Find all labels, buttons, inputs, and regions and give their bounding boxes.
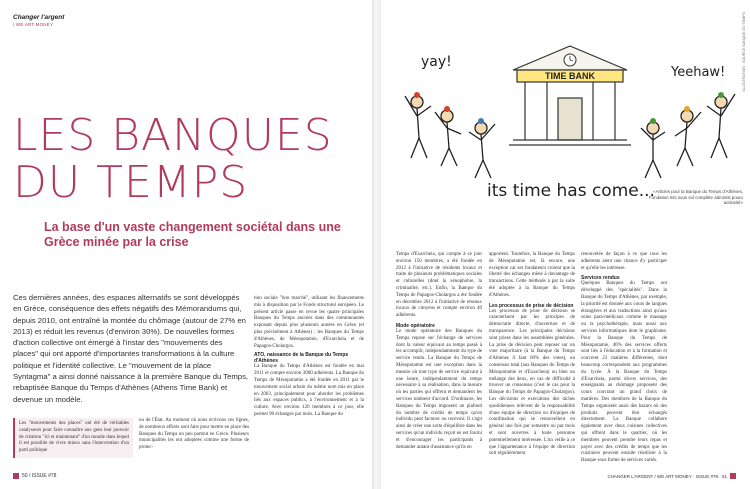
page-folio-left bbox=[13, 473, 56, 479]
bottom-column-3 bbox=[255, 418, 365, 458]
body-paragraph: La Banque du Temps d'Athènes est fondée en mai 2011 et compte environ 3000 adhérents. La Banque du Temps de Mésopotamie a été fondée en 2011 par le mouvement social urbain du même nom mis en place en 2003, principalement pour aborder les problèmes liés aux espaces publics, à l'environnement et à la culture. Avec environ 120 membres à ce jour, elle permet 90 échanges par mois. La Banque du bbox=[254, 364, 364, 417]
title-line-1: LES BANQUES bbox=[13, 110, 333, 161]
section-heading: ATO, naissance de la Banque du Temps d'Athènes bbox=[254, 352, 349, 365]
folio-marker-icon bbox=[13, 473, 19, 479]
article-intro: Ces dernières années, des espaces alternatifs se sont développés en Grèce, conséquence des effets négatifs des Mémorandums qui, depuis 2010, ont entraîné la montée du chômage (autour de 27% en 2013) et réduit les revenus (d'environ 30%). De nouvelles formes d'action collective ont émergé à l'instar des "mouvements des places" qui ont apporté d'importantes transformations à la culture politique et l'identité collective. Le "mouvement de la place Syntagma" a ainsi donné naissance à la première Banque du Temps, rebaptisée Banque du Temps d'Athènes (Athens Time Bank) et devenue un modèle. bbox=[13, 293, 249, 404]
left-body-column bbox=[254, 296, 364, 419]
body-paragraph: Les processus de prise de décision se caractérisent par les principes de démocratie directe, d'ouverture et de transparence. Les principales décisions sont prises dans les assemblées générales. La prise de décision peut reposer sur un vote majoritaire (à la Banque du Temps d'Athènes il faut 60% des votes), un consensus total (aux Banques du Temps de Mésopotamie et d'Exarcheia) ou bien un mélange des deux, en cas de difficulté à trouver un consensus (c'est le cas pour la Banque du Temps de Papagos-Cholargos). Les décisions et exécutions des tâches quotidiennes relèvent de la responsabilité d'une équipe de direction ou d'équipes de coordination qui se renouvellent en général une fois par semestre ou par mois et sont ouvertes à toute personne potentiellement intéressée. L'un veille à ce que l'appartenance à l'équipe de direction soit régulièrement bbox=[489, 308, 575, 457]
title-line-2: DU TEMPS bbox=[13, 157, 249, 208]
illus-slogan-text: its time has come... bbox=[487, 181, 655, 201]
body-paragraph: ou de l'État. Au moment où nous écrivons ces lignes, de nombreux efforts sont faits pour mettre en place des Banques du Temps un peu partout en Grèce. Plusieurs municipalités les ont adoptées comme une forme de protec- bbox=[139, 418, 250, 451]
clock-icon bbox=[564, 54, 576, 66]
section-subrubric: / WE ART MONEY bbox=[13, 22, 54, 27]
time-bank-illustration bbox=[395, 36, 741, 206]
folio-text: CHANGER L'ARGENT / WE ART MONEY · ISSUE #78 · 51 bbox=[607, 473, 727, 479]
article-subtitle: La base d'un vaste changement sociétal dans une Grèce minée par la crise bbox=[44, 220, 341, 249]
body-paragraph: renouvelée de façon à ce que tous les adhérents aient une chance d'y participer et qu'elle les intéresse. bbox=[581, 252, 667, 271]
folio-marker-icon bbox=[730, 473, 736, 479]
illustration-caption: «Articles pour la Banque du Temps d'Athènes, Fondation mis sous sol complète administ pouro actisivité» bbox=[649, 189, 743, 206]
illus-yay-text: yay! bbox=[421, 54, 452, 70]
body-paragraph: tion sociale "bon marché", utilisant les financements mis à disposition par le Fonds structurel européen. Le présent article passe en revue les quatre principales Banques du Temps ancrées dans des communautés exposant depuis plus plusieurs années en Grèce (et plus précisément à Athènes) : les Banques du Temps d'Athènes, de Mésopotamie, d'Exarcheia et de Papagos-Cholargos. bbox=[254, 296, 364, 349]
pull-quote bbox=[13, 418, 133, 458]
body-paragraph: Temps d'Exarcheia, qui compte à ce jour environ 150 membres, a été fondée en 2012 à l'initiative de résidents locaux et traite de plusieurs problématiques sociales et culturelles (dont la xénophobie, la criminalité, etc.). Enfin, la Banque du Temps de Papagos-Cholargos a été fondée en décembre 2012 à l'initiative de réseaux locaux de citoyens et compte environ 40 adhérents. bbox=[396, 252, 482, 319]
section-heading: Services rendus bbox=[581, 275, 620, 282]
right-column-3 bbox=[581, 252, 667, 468]
page-gutter bbox=[372, 0, 381, 489]
section-heading: Mode opératoire bbox=[396, 322, 435, 329]
right-column-2 bbox=[489, 252, 575, 461]
folio-text: 50 / ISSUE #78 bbox=[22, 473, 57, 479]
right-column-1 bbox=[396, 252, 482, 454]
illus-bank-label: TIME BANK bbox=[545, 71, 595, 81]
bottom-column-2 bbox=[139, 418, 249, 458]
article-title bbox=[13, 112, 372, 206]
pull-quote-text: Les "mouvements des places" ont été de véritables catalyseurs pour faire connaître aux gens leur pouvoir de création "ici et maintenant" d'un monde dans lequel il est possible de vivre mieux sans l'intervention d'un parti politique bbox=[19, 421, 129, 454]
bottom-columns bbox=[13, 418, 365, 458]
illus-yeehaw-text: Yeehaw! bbox=[671, 65, 726, 80]
section-heading: Les processus de prise de décision bbox=[489, 302, 574, 309]
body-paragraph: apportent. Toutefois, la Banque du Temps de Mésopotamie est, là encore, une exception car ses fondateurs croient que la liberté des échanges mène à davantage de transactions. Cette méthode a par la suite été adoptée à la Banque du Temps d'Athènes. bbox=[489, 252, 575, 298]
cheering-figures-left-icon bbox=[405, 96, 495, 178]
body-paragraph: Quelques Banques du Temps ont développé des "spécialités". Dans la Banque du Temps d'Athènes, par exemple, la priorité est donnée aux cours de langues étrangères et aux traductions ainsi qu'aux soins para-médicaux comme le massage ou la psychothérapie, mais aussi aux services informatiques dont le graphisme. Pour la Banque du Temps de Mésopotamie, 40% des services offerts sont liés à l'éducation et à la formation et couvrent 23 matières différentes, dont beaucoup correspondent aux programmes du lycée. À la Banque du Temps d'Exarcheia, parmi divers services, des enseignants au chômage proposent des cours couvrant un grand choix de matières. Des membres de la Banque du Temps organisent aussi des bazars où des produits peuvent être échangés directement. La Banque collabore également avec deux cuisines collectives qui offrent dans le quartier, où les membres peuvent prendre leurs repas et payer avec des crédits de temps que les cuisiniers peuvent ensuite réutiliser à la Banque sous forme de services variés. bbox=[581, 281, 667, 464]
body-paragraph: Le mode opératoire des Banques du Temps repose sur l'échange de services dont la valeur équivaut au temps passé à les accomplir, indépendamment du type de service rendu. La Banque du Temps de Mésopotamie est une exception dans la mesure où tout type de service équivaut à une heure, indépendamment du temps nécessaire à sa réalisation, dans la mesure où les parties qui offrent et demandent les services tombent d'accord. D'ordinaire, les Banques du Temps imposent un plafond du nombre de crédits de temps qu'un individu peut facturer ou recevoir. Il s'agit ainsi de créer une sorte d'équilibre dans les services qu'un individu reçoit en est fourni et d'encourager les participants à demander autant d'assistance qu'ils en bbox=[396, 328, 482, 450]
section-rubric: Changer l'argent bbox=[13, 14, 65, 21]
page-folio-right bbox=[607, 473, 736, 479]
right-page bbox=[381, 0, 750, 489]
vertical-credit: ILLUSTRATION : SOURCE BANQUE DU TEMPS bbox=[742, 12, 746, 92]
left-page bbox=[0, 0, 372, 489]
